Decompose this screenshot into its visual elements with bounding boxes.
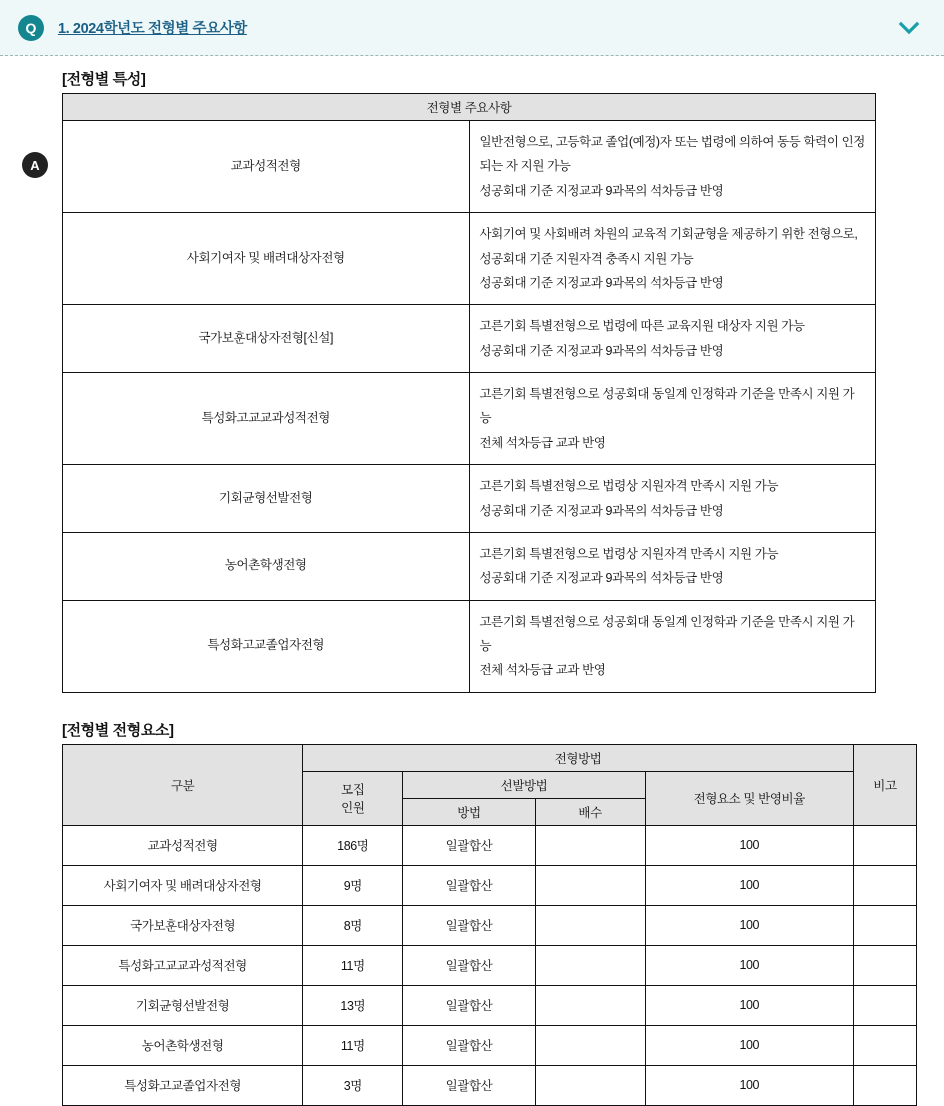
cell-gyogwa: 100: [645, 905, 853, 945]
cell-baesu: [535, 1025, 645, 1065]
table-header-row-1: [63, 744, 917, 771]
cell-baesu: [535, 1065, 645, 1105]
cell-gyogwa: 100: [645, 825, 853, 865]
cell-admission-name: 농어촌학생전형: [63, 532, 470, 600]
col-header-main: 전형별 주요사항: [63, 94, 876, 121]
chevron-down-icon[interactable]: [896, 15, 922, 41]
desc-line: 성공회대 기준 지정교과 9과목의 석차등급 반영: [479, 571, 724, 586]
cell-gubun: 특성화고교교과성적전형: [63, 945, 303, 985]
moejip-line-2: 인원: [341, 801, 365, 816]
cell-moejip: 11명: [303, 1025, 403, 1065]
cell-baesu: [535, 905, 645, 945]
cell-admission-name: 특성화고교졸업자전형: [63, 600, 470, 692]
desc-line: 성공회대 기준 지정교과 9과목의 석차등급 반영: [479, 343, 724, 358]
cell-bangbeop: 일괄합산: [403, 905, 535, 945]
cell-admission-description: [469, 373, 876, 465]
table-row: [63, 825, 917, 865]
cell-bangbeop: 일괄합산: [403, 1065, 535, 1105]
cell-moejip: 13명: [303, 985, 403, 1025]
answer-content: [0, 68, 944, 1106]
cell-gubun: 국가보훈대상자전형: [63, 905, 303, 945]
cell-bigo: [853, 1065, 916, 1105]
table-head: [63, 94, 876, 121]
desc-line: 성공회대 기준 지정교과 9과목의 석차등급 반영: [479, 275, 724, 290]
table-header-row: [63, 94, 876, 121]
cell-admission-description: [469, 213, 876, 305]
cell-bigo: [853, 985, 916, 1025]
cell-gubun: 기회균형선발전형: [63, 985, 303, 1025]
table-head: [63, 744, 917, 825]
cell-moejip: 3명: [303, 1065, 403, 1105]
answer-badge: A: [22, 152, 48, 178]
col-header-method-group: 전형방법: [303, 744, 854, 771]
cell-gyogwa: 100: [645, 1065, 853, 1105]
cell-gubun: 농어촌학생전형: [63, 1025, 303, 1065]
cell-bangbeop: 일괄합산: [403, 985, 535, 1025]
cell-bangbeop: 일괄합산: [403, 825, 535, 865]
cell-bigo: [853, 945, 916, 985]
cell-gyogwa: 100: [645, 985, 853, 1025]
desc-line: 고른기회 특별전형으로 성공회대 동일계 인정학과 기준을 만족시 지원 가능: [479, 614, 855, 653]
cell-gubun: 교과성적전형: [63, 825, 303, 865]
cell-gyogwa: 100: [645, 945, 853, 985]
answer-body: [0, 56, 944, 1106]
question-header-bar[interactable]: [0, 0, 944, 56]
cell-baesu: [535, 825, 645, 865]
section-title-elements: [전형별 전형요소]: [62, 721, 174, 739]
cell-bigo: [853, 865, 916, 905]
cell-bigo: [853, 1025, 916, 1065]
desc-line: 고른기회 특별전형으로 법령상 지원자격 만족시 지원 가능: [479, 479, 779, 494]
col-header-gubun: 구분: [63, 744, 303, 825]
desc-line: 전체 석차등급 교과 반영: [479, 663, 606, 678]
desc-line: 성공회대 기준 지정교과 9과목의 석차등급 반영: [479, 183, 724, 198]
cell-admission-name: 기회균형선발전형: [63, 465, 470, 533]
cell-admission-description: [469, 121, 876, 213]
col-header-baesu: 배수: [535, 798, 645, 825]
question-badge: Q: [18, 15, 44, 41]
cell-admission-description: [469, 600, 876, 692]
desc-line: 일반전형으로, 고등학교 졸업(예정)자 또는 법령에 의하여 동등 학력이 인정되는 자 지원 가능: [479, 135, 865, 174]
desc-line: 성공회대 기준 지정교과 9과목의 석차등급 반영: [479, 503, 724, 518]
cell-moejip: 186명: [303, 825, 403, 865]
table-row: [63, 1065, 917, 1105]
table-row: [63, 945, 917, 985]
moejip-line-1: 모집: [341, 783, 365, 798]
desc-line: 고른기회 특별전형으로 법령상 지원자격 만족시 지원 가능: [479, 546, 779, 561]
cell-baesu: [535, 865, 645, 905]
cell-gubun: 사회기여자 및 배려대상자전형: [63, 865, 303, 905]
cell-moejip: 11명: [303, 945, 403, 985]
col-header-moejip: [303, 771, 403, 825]
question-title-link[interactable]: 1. 2024학년도 전형별 주요사항: [58, 21, 247, 37]
cell-gubun: 특성화고교졸업자전형: [63, 1065, 303, 1105]
cell-bangbeop: 일괄합산: [403, 865, 535, 905]
desc-line: 고른기회 특별전형으로 법령에 따른 교육지원 대상자 지원 가능: [479, 319, 805, 334]
table-row: [63, 121, 876, 213]
cell-moejip: 8명: [303, 905, 403, 945]
table-admission-elements: [62, 744, 917, 1106]
table-row: [63, 985, 917, 1025]
cell-admission-name: 특성화고교교과성적전형: [63, 373, 470, 465]
cell-admission-name: 국가보훈대상자전형[신설]: [63, 305, 470, 373]
table-row: [63, 600, 876, 692]
cell-bangbeop: 일괄합산: [403, 945, 535, 985]
cell-bigo: [853, 905, 916, 945]
table-body: [63, 121, 876, 693]
cell-baesu: [535, 985, 645, 1025]
cell-admission-description: [469, 305, 876, 373]
col-header-selection-group: 선발방법: [403, 771, 645, 798]
col-header-elements-group: 전형요소 및 반영비율: [645, 771, 853, 825]
cell-admission-name: 교과성적전형: [63, 121, 470, 213]
cell-admission-description: [469, 465, 876, 533]
desc-line: 사회기여 및 사회배려 차원의 교육적 기회균형을 제공하기 위한 전형으로, 성공회대 기준 지원자격 충족시 지원 가능: [479, 227, 858, 266]
table-row: [63, 213, 876, 305]
table-admission-features: [62, 93, 876, 693]
table-row: [63, 865, 917, 905]
col-header-bigo: 비고: [853, 744, 916, 825]
table-row: [63, 465, 876, 533]
table-row: [63, 905, 917, 945]
cell-admission-description: [469, 532, 876, 600]
cell-bangbeop: 일괄합산: [403, 1025, 535, 1065]
section-title-features: [전형별 특성]: [62, 71, 146, 88]
desc-line: 전체 석차등급 교과 반영: [479, 435, 606, 450]
table-row: [63, 373, 876, 465]
col-header-bangbeop: 방법: [403, 798, 535, 825]
cell-admission-name: 사회기여자 및 배려대상자전형: [63, 213, 470, 305]
cell-bigo: [853, 825, 916, 865]
table-row: [63, 532, 876, 600]
cell-gyogwa: 100: [645, 865, 853, 905]
cell-baesu: [535, 945, 645, 985]
table-body: [63, 825, 917, 1105]
table-row: [63, 305, 876, 373]
cell-moejip: 9명: [303, 865, 403, 905]
cell-gyogwa: 100: [645, 1025, 853, 1065]
table-row: [63, 1025, 917, 1065]
desc-line: 고른기회 특별전형으로 성공회대 동일계 인정학과 기준을 만족시 지원 가능: [479, 387, 855, 426]
